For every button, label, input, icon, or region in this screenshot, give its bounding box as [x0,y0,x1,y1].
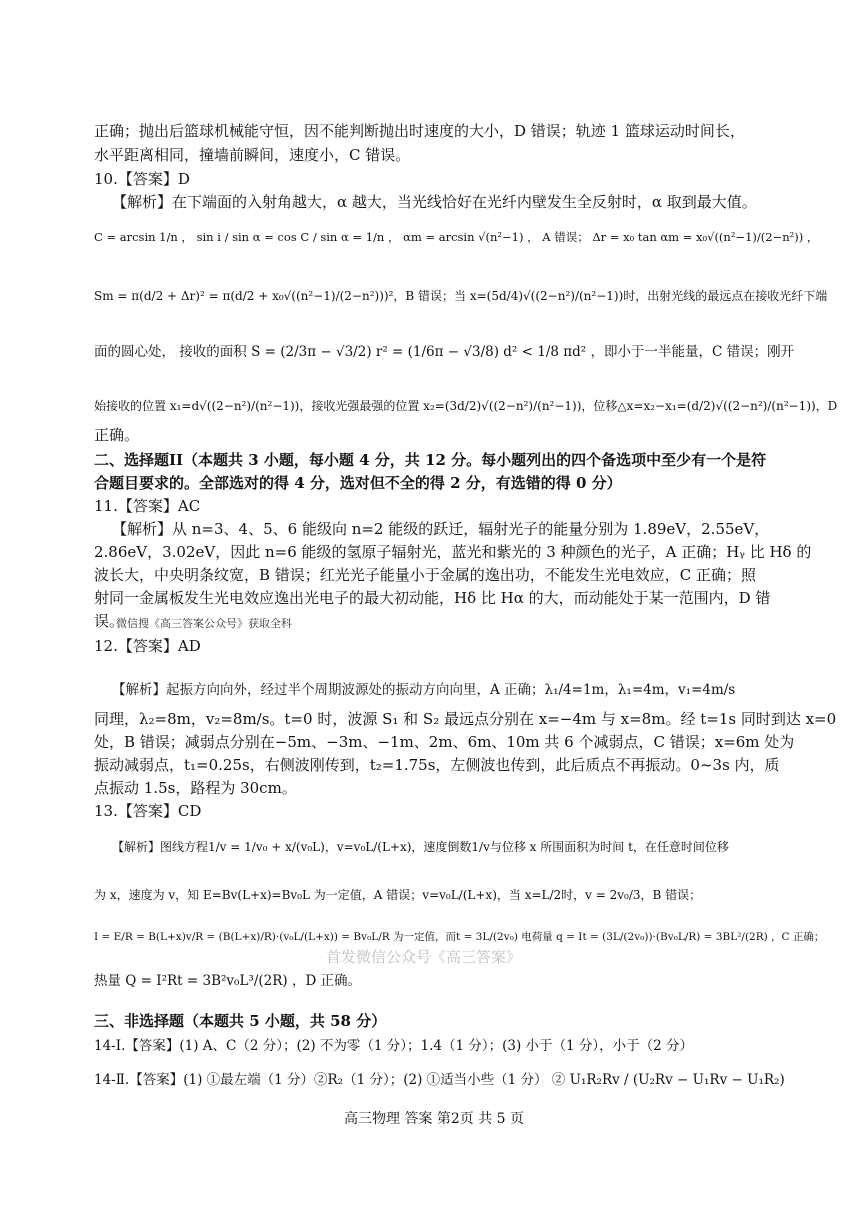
sticker-note: 微信搜《高三答案公众号》获取全科 [116,617,292,630]
question-answer-14-1: 14-Ⅰ.【答案】(1) A、C（2 分）；(2) 不为零（1 分）；1.4（1 分）；(3) 小于（1 分），小于（2 分） [94,1038,694,1054]
formula-line: 始接收的位置 x₁=d√((2−n²)/(n²−1))，接收光强最强的位置 x₂=(3d/2)√((2−n²)/(n²−1))，位移△x=x₂−x₁=(d/2)√((2−n²)/(n²−1))，D [94,399,838,413]
page-footer: 高三物理 答案 第2页 共 5 页 [343,1111,525,1127]
text-line: 误。 [94,612,125,630]
text-line: 同理，λ₂=8m，v₂=8m/s。t=0 时，波源 S₁ 和 S₂ 最远点分别在 x=−4m 与 x=8m。经 t=1s 同时到达 x=0 [94,710,837,728]
text-line: 水平距离相同，撞墙前瞬间，速度小，C 错误。 [94,146,411,164]
text-line: 处，B 错误；减弱点分别在−5m、−3m、−1m、2m、6m、10m 共 6 个减弱点，C 错误；x=6m 处为 [94,733,795,751]
formula-line: 热量 Q = I²Rt = 3B²v₀L³/(2R) ，D 正确。 [94,973,362,989]
formula-line: I = E/R = B(L+x)v/R = (B(L+x)/R)·(v₀L/(L+x)) = Bv₀L/R 为一定值，而t = 3L/(2v₀) 电荷量 q = It = (3L/(2v₀))·(Bv₀L/R) = 3BL²/(2R) ，C 正确； [94,931,825,943]
question-answer-14-2: 14-Ⅱ.【答案】(1) ①最左端（1 分）②R₂（1 分）；(2) ①适当小些（1 分） ② U₁R₂Rv / (U₂Rv − U₁Rv − U₁R₂) [94,1072,785,1088]
text-line: 点振动 1.5s，路程为 30cm。 [94,779,297,797]
watermark-text: 首发微信公众号《高三答案》 [326,948,522,966]
formula-line: 面的圆心处， 接收的面积 S = (2/3π − √3/2) r² = (1/6π − √3/8) d² < 1/8 πd² ，即小于一半能量，C 错误；刚开 [94,344,795,360]
formula-line: Sm = π(d/2 + Δr)² = π(d/2 + x₀√((n²−1)/(2−n²)))²，B 错误；当 x=(5d/4)√((2−n²)/(n²−1))时，出射光线的最远点在接收光纤下端 [94,289,828,303]
text-line: 正确；抛出后篮球机械能守恒，因不能判断抛出时速度的大小，D 错误；轨迹 1 篮球运动时间长， [94,122,745,140]
formula-line: 【解析】图线方程1/v = 1/v₀ + x/(v₀L)，v=v₀L/(L+x)，速度倒数1/v与位移 x 所围面积为时间 t，在任意时间位移 [112,840,729,854]
question-answer-11: 11.【答案】AC [94,497,201,515]
text-line: 波长大，中央明条纹宽，B 错误；红光光子能量小于金属的逸出功，不能发生光电效应，C 正确；照 [94,566,757,584]
text-line: 2.86eV，3.02eV，因此 n=6 能级的氢原子辐射光，蓝光和紫光的 3 种颜色的光子，A 正确；Hᵧ 比 Hδ 的 [94,543,812,561]
question-answer-12: 12.【答案】AD [94,637,201,655]
text-line: 【解析】起振方向向外，经过半个周期波源处的振动方向向里，A 正确；λ₁/4=1m，λ₁=4m，v₁=4m/s [112,682,736,698]
question-answer-10: 10.【答案】D [94,170,190,188]
section-heading: 二、选择题II（本题共 3 小题，每小题 4 分，共 12 分。每小题列出的四个备选项中至少有一个是符 [94,451,767,469]
text-line: 正确。 [94,426,140,444]
text-line: 射同一金属板发生光电效应逸出光电子的最大初动能，Hδ 比 Hα 的大，而动能处于某一范围内，D 错 [94,589,771,607]
text-line: 【解析】从 n=3、4、5、6 能级向 n=2 能级的跃迁，辐射光子的能量分别为 1.89eV，2.55eV， [112,520,770,538]
section-heading: 三、非选择题（本题共 5 小题，共 58 分） [94,1012,387,1030]
formula-line: C = arcsin 1/n ， sin i / sin α = cos C / sin α = 1/n ， αm = arcsin √(n²−1) ， A 错误； Δr = x₀ tan αm = x₀√((n²−1)/(2−n²)) ， [94,230,819,244]
formula-line: 为 x，速度为 v，知 E=Bv(L+x)=Bv₀L 为一定值，A 错误；v=v₀L/(L+x)，当 x=L/2时，v = 2v₀/3，B 错误； [94,888,702,902]
question-answer-13: 13.【答案】CD [94,802,202,820]
text-line: 振动减弱点，t₁=0.25s，右侧波刚传到，t₂=1.75s，左侧波也传到，此后质点不再振动。0~3s 内，质 [94,756,780,774]
text-line: 【解析】在下端面的入射角越大，α 越大，当光线恰好在光纤内壁发生全反射时，α 取到最大值。 [112,193,757,211]
section-heading: 合题目要求的。全部选对的得 4 分，选对但不全的得 2 分，有选错的得 0 分） [94,474,622,492]
